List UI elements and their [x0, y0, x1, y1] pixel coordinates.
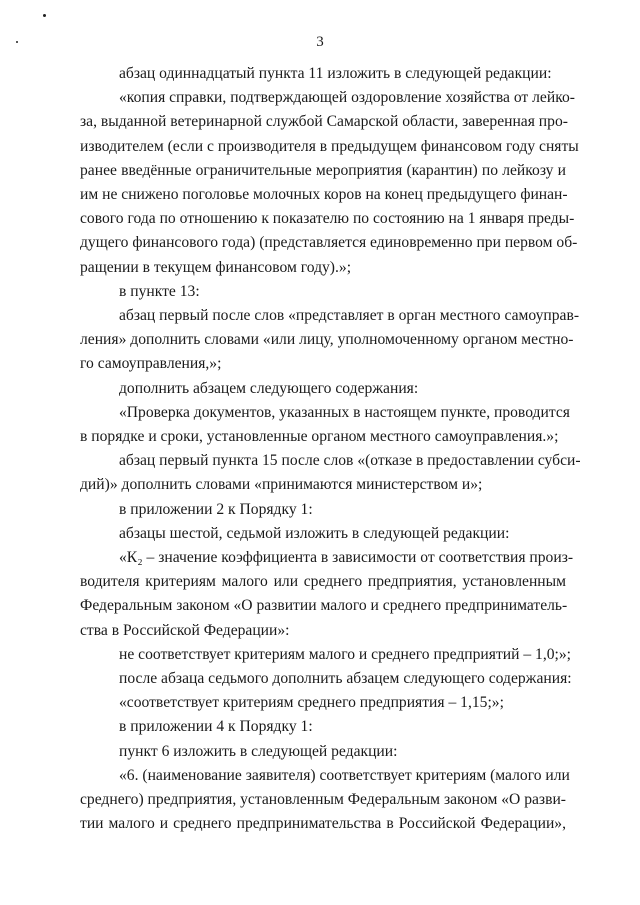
paragraph [80, 643, 571, 667]
paragraph [80, 401, 570, 449]
text-line: ства в Российской Федерации»: [80, 621, 290, 639]
paragraph [80, 62, 566, 86]
text-line: ранее введённые ограничительные мероприятия (карантин) по лейкозу и [80, 161, 566, 179]
paragraph [80, 449, 581, 497]
paragraph [80, 764, 570, 837]
paragraph [80, 740, 566, 764]
text-line: абзацы шестой, седьмой изложить в следующей редакции: [119, 524, 510, 542]
document-body [80, 62, 581, 837]
page-number: 3 [316, 34, 324, 50]
paragraph [80, 498, 566, 522]
text-line: после абзаца седьмого дополнить абзацем следующего содержания: [119, 670, 572, 688]
paragraph [80, 715, 566, 739]
text-line: абзац первый пункта 15 после слов «(отказе в предоставлении субси- [119, 452, 581, 470]
paragraph [80, 377, 566, 401]
paragraph [80, 522, 566, 546]
text-line: в приложении 4 к Порядку 1: [119, 718, 313, 736]
text-line: «Проверка документов, указанных в настоящем пункте, проводится [119, 403, 570, 421]
paragraph [80, 86, 579, 280]
text-line: абзац первый после слов «представляет в орган местного самоуправ- [119, 307, 580, 325]
text-line: за, выданной ветеринарной службой Самарской области, заверенная про- [80, 113, 568, 131]
text-line: абзац одиннадцатый пункта 11 изложить в следующей редакции: [119, 65, 552, 82]
paragraph [80, 667, 572, 691]
text-line: не соответствует критериям малого и среднего предприятий – 1,0;»; [119, 645, 571, 663]
paragraph [80, 691, 566, 715]
text-line: Федеральным законом «О развитии малого и среднего предприниматель- [80, 597, 568, 615]
text-line: водителя критериям малого или среднего предприятия, установленным [80, 573, 566, 591]
paragraph [80, 280, 566, 304]
text-line: «6. (наименование заявителя) соответствует критериям (малого или [119, 766, 570, 784]
text-line: в приложении 2 к Порядку 1: [119, 500, 313, 518]
text-line: среднего) предприятия, установленным Федеральным законом «О разви- [80, 791, 566, 809]
text-line: «копия справки, подтверждающей оздоровление хозяйства от лейко- [119, 89, 575, 107]
text-line: в пункте 13: [119, 282, 200, 300]
text-line: «соответствует критериям среднего предприятия – 1,15;»; [119, 694, 504, 712]
text-line: дополнить абзацем следующего содержания: [119, 379, 419, 397]
text-line: дущего финансового года) (представляется единовременно при первом об- [80, 234, 578, 252]
text-line: дий)» дополнить словами «принимаются министерством и»; [80, 476, 483, 494]
text-line: ращении в текущем финансовом году).»; [80, 258, 352, 276]
text-line: им не снижено поголовье молочных коров на конец предыдущего финан- [80, 186, 568, 204]
text-line: тии малого и среднего предпринимательства в Российской Федерации», [80, 815, 566, 833]
text-line: «К₂ – значение коэффициента в зависимости от соответствия произ- [119, 549, 574, 567]
paragraph [80, 304, 580, 377]
text-line: в порядке и сроки, установленные органом местного самоуправления.»; [80, 428, 559, 446]
text-line: сового года по отношению к показателю по состоянию на 1 января преды- [80, 210, 575, 228]
text-line: пункт 6 изложить в следующей редакции: [119, 742, 398, 760]
text-line: го самоуправления,»; [80, 355, 222, 373]
scan-speck [43, 14, 46, 17]
text-line: изводителем (если с производителя в предыдущем финансовом году сняты [80, 137, 579, 155]
paragraph [80, 546, 574, 643]
text-line: ления» дополнить словами «или лицу, уполномоченному органом местно- [80, 331, 574, 349]
